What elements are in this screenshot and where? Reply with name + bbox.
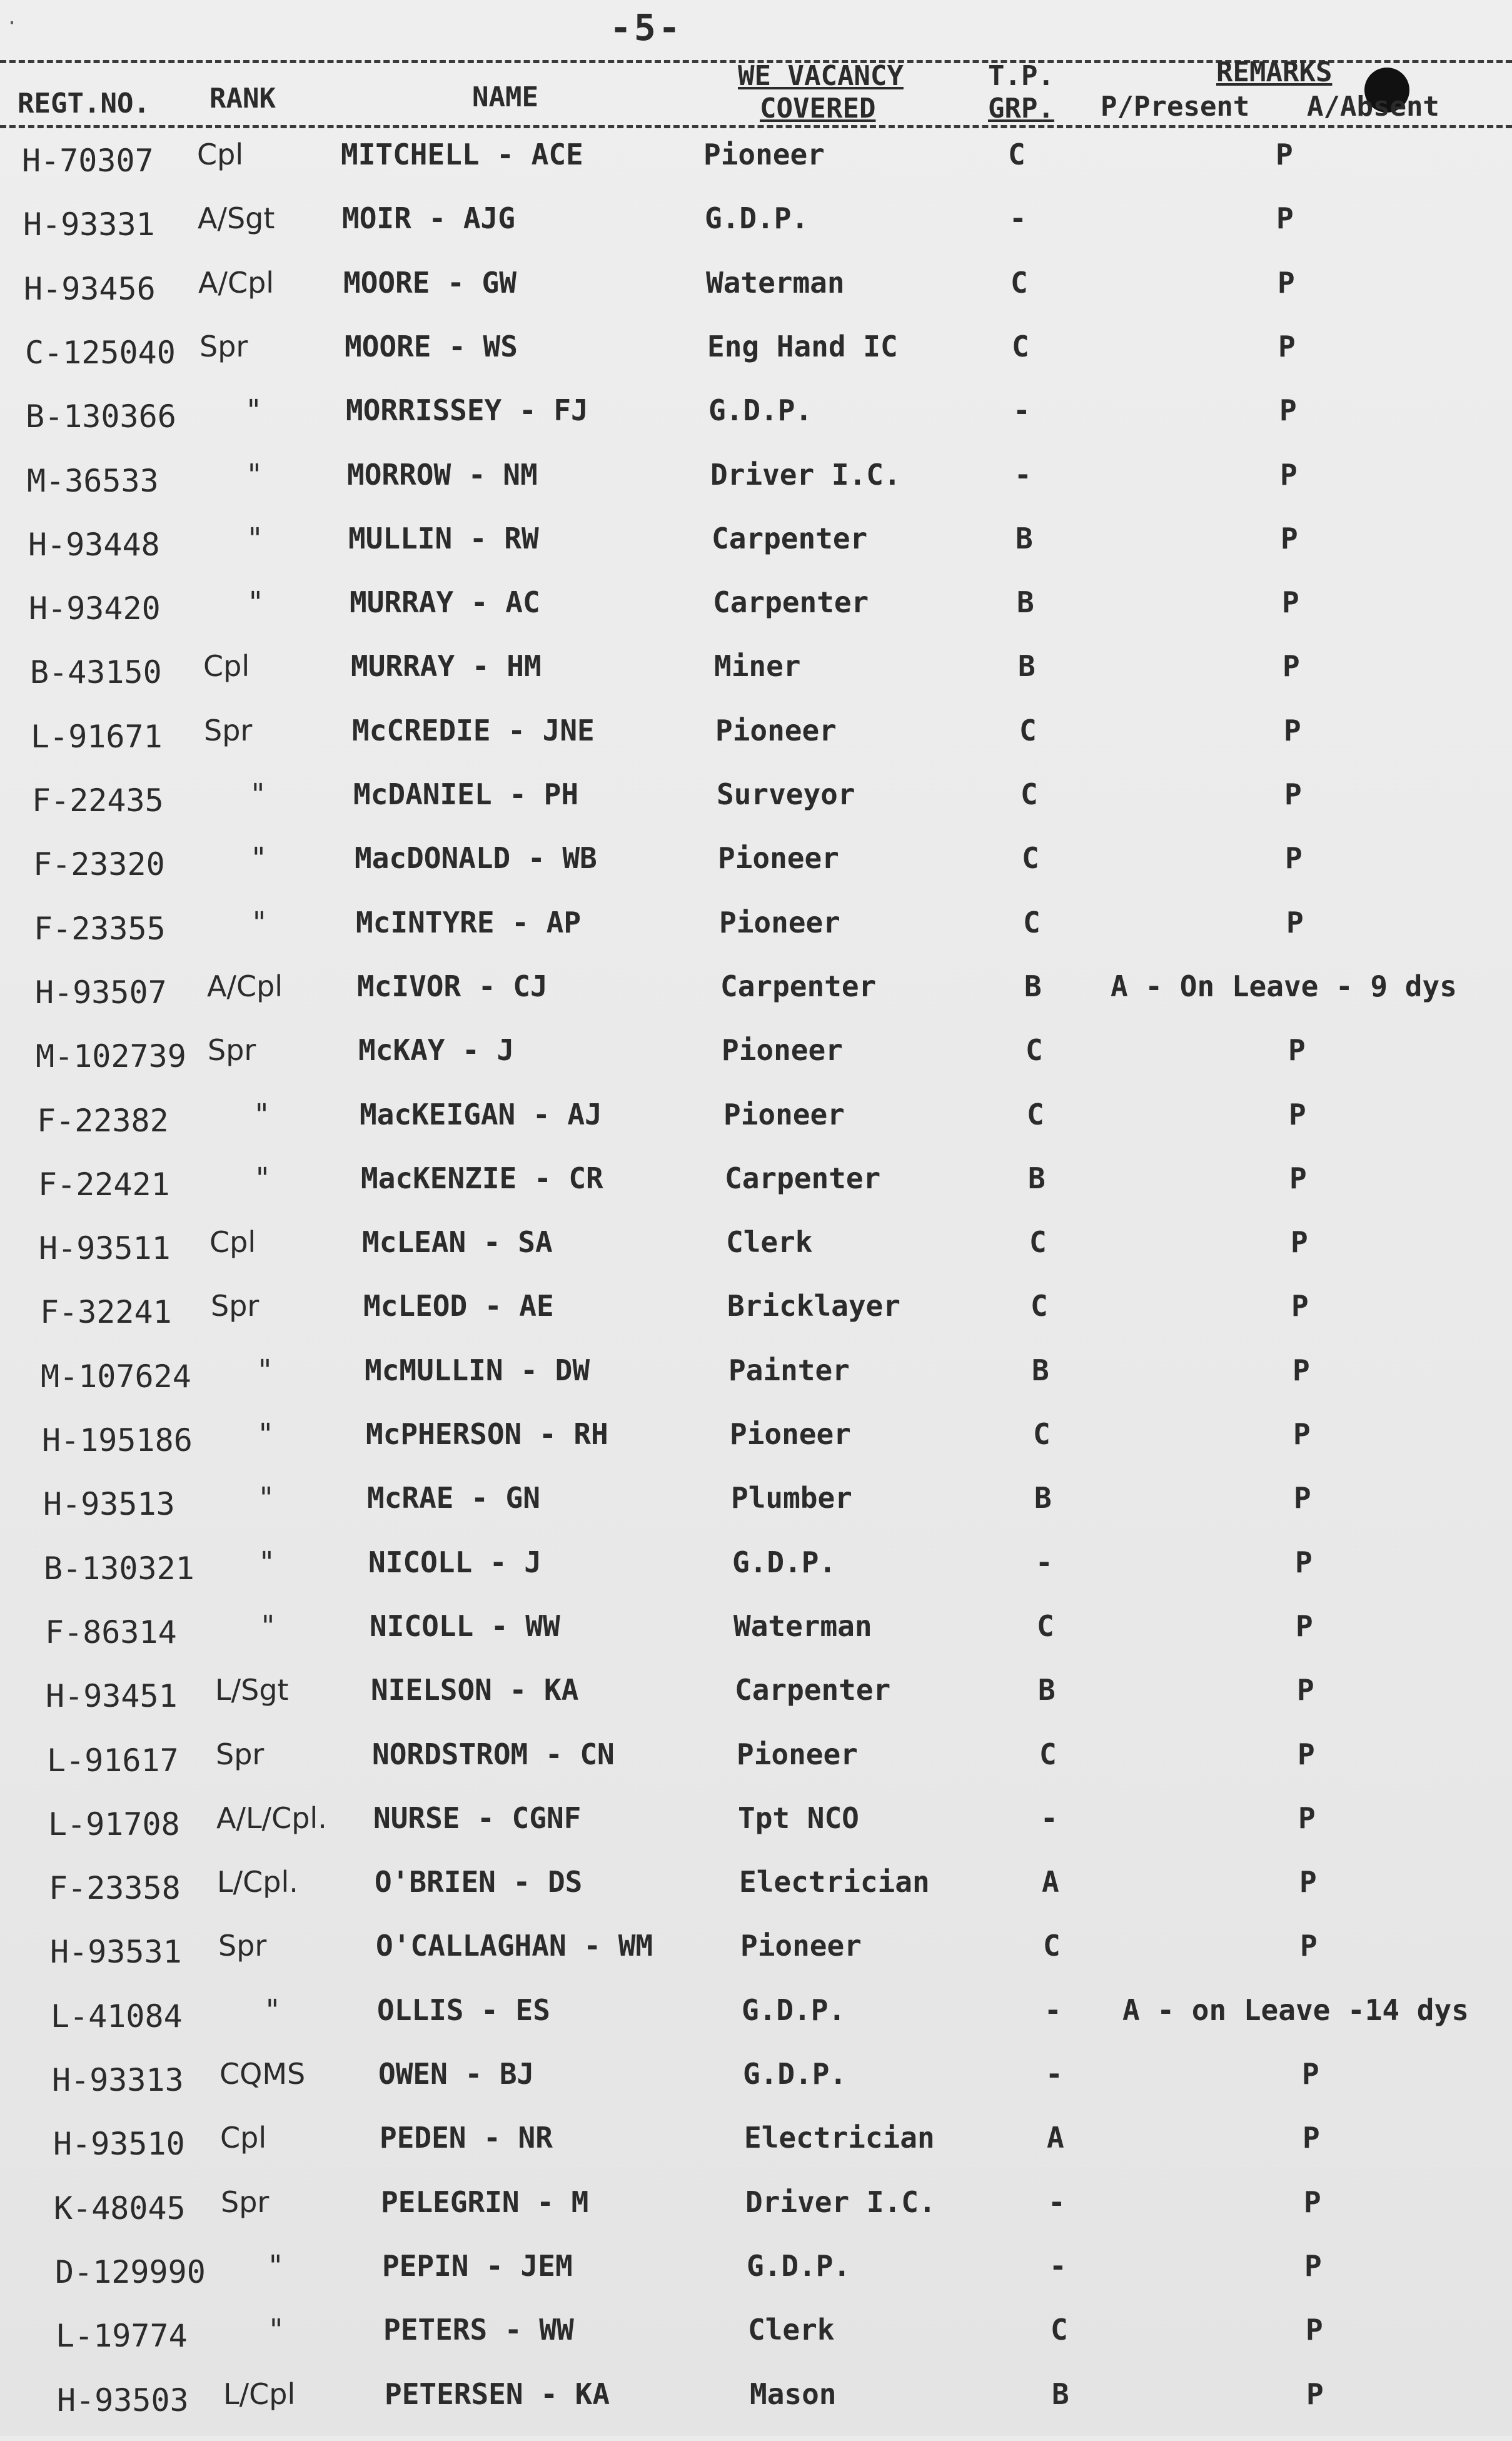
table-row <box>0 1098 1512 1161</box>
grp-cell: C <box>1008 138 1026 171</box>
header-tp-line2: GRP. <box>988 93 1054 124</box>
remark-cell: P <box>1278 329 1296 363</box>
table-row <box>0 841 1512 905</box>
regt-no-cell: H-93510 <box>53 2126 185 2163</box>
grp-cell: - <box>1013 393 1031 428</box>
name-cell: MULLIN - RW <box>348 521 539 555</box>
rank-cell: " <box>259 1417 273 1451</box>
header-rank: RANK <box>209 83 276 114</box>
name-cell: MURRAY - HM <box>351 649 542 684</box>
rank-cell: " <box>261 1609 275 1643</box>
vacancy-cell: Mason <box>750 2377 837 2411</box>
rank-cell: " <box>248 521 262 555</box>
rank-cell: L/Sgt <box>215 1673 289 1707</box>
regt-no-cell: H-93456 <box>24 270 156 307</box>
grp-cell: C <box>1026 1033 1043 1068</box>
grp-cell: C <box>1027 1097 1044 1131</box>
name-cell: PEPIN - JEM <box>382 2248 573 2283</box>
table-row <box>0 1801 1512 1865</box>
vacancy-cell: Carpenter <box>725 1161 881 1195</box>
table-row <box>0 522 1512 585</box>
table-row <box>0 714 1512 777</box>
remark-cell: P <box>1306 2377 1324 2411</box>
vacancy-cell: G.D.P. <box>708 393 813 428</box>
table-row <box>0 393 1512 457</box>
regt-no-cell: B-43150 <box>30 654 162 691</box>
remark-cell: P <box>1294 1481 1311 1515</box>
regt-no-cell: H-93507 <box>35 974 167 1011</box>
name-cell: O'CALLAGHAN - WM <box>376 1929 653 1963</box>
table-row <box>0 458 1512 522</box>
name-cell: PEDEN - NR <box>380 2121 553 2155</box>
remark-cell: P <box>1278 265 1295 300</box>
rank-cell: " <box>251 777 265 811</box>
name-cell: OWEN - BJ <box>378 2057 535 2091</box>
header-regt-no: REGT.NO. <box>18 88 150 119</box>
rank-cell: " <box>260 1545 274 1579</box>
remark-cell: P <box>1285 841 1303 876</box>
remark-cell: P <box>1296 1609 1313 1643</box>
name-cell: McRAE - GN <box>367 1481 540 1515</box>
rank-cell: Cpl <box>209 1225 256 1260</box>
grp-cell: C <box>1043 1929 1061 1963</box>
rank-cell: A/Sgt <box>198 201 275 236</box>
table-row <box>0 1417 1512 1481</box>
grp-cell: C <box>1033 1417 1051 1451</box>
remark-cell: P <box>1289 1097 1306 1131</box>
grp-cell: - <box>1044 1993 1062 2027</box>
vacancy-cell: G.D.P. <box>743 2057 847 2091</box>
regt-no-cell: M-36533 <box>27 462 159 499</box>
table-row <box>0 969 1512 1033</box>
table-row <box>0 585 1512 649</box>
remark-cell: P <box>1293 1417 1311 1451</box>
vacancy-cell: Miner <box>714 649 801 684</box>
table-row <box>0 266 1512 330</box>
vacancy-cell: Surveyor <box>717 777 855 811</box>
vacancy-cell: Carpenter <box>713 585 869 620</box>
regt-no-cell: H-93531 <box>50 1934 182 1971</box>
remark-cell: P <box>1286 905 1304 939</box>
remark-cell: P <box>1304 2248 1322 2283</box>
grp-cell: B <box>1052 2377 1069 2411</box>
name-cell: NIELSON - KA <box>371 1673 579 1707</box>
name-cell: MOORE - WS <box>345 329 518 363</box>
regt-no-cell: F-23358 <box>49 1870 181 1907</box>
vacancy-cell: Driver I.C. <box>710 457 901 492</box>
remark-cell: P <box>1291 1225 1308 1260</box>
vacancy-cell: Carpenter <box>735 1673 891 1707</box>
regt-no-cell: H-93511 <box>39 1230 171 1267</box>
table-row <box>0 201 1512 265</box>
header-vacancy-line1: WE VACANCY <box>738 60 904 92</box>
table-row <box>0 1737 1512 1801</box>
table-row <box>0 1225 1512 1289</box>
table-row <box>0 1353 1512 1417</box>
remark-cell: P <box>1284 713 1301 747</box>
remark-cell: P <box>1300 1929 1318 1963</box>
name-cell: McPHERSON - RH <box>366 1417 608 1451</box>
grp-cell: C <box>1022 841 1039 876</box>
name-cell: McMULLIN - DW <box>365 1353 590 1387</box>
vacancy-cell: Pioneer <box>718 841 839 876</box>
grp-cell: A <box>1042 1865 1059 1899</box>
rank-cell: " <box>255 1097 269 1131</box>
rank-cell: Cpl <box>220 2121 267 2155</box>
regt-no-cell: H-93503 <box>57 2382 189 2418</box>
name-cell: McLEOD - AE <box>363 1289 554 1323</box>
table-row <box>0 1865 1512 1929</box>
header-absent: A/Absent <box>1307 91 1439 123</box>
corner-mark: · <box>6 13 18 34</box>
name-cell: NICOLL - WW <box>370 1609 560 1643</box>
rank-cell: CQMS <box>219 2057 306 2091</box>
table-row <box>0 1161 1512 1225</box>
grp-cell: C <box>1019 713 1037 747</box>
vacancy-cell: Pioneer <box>737 1737 858 1771</box>
remark-cell: P <box>1297 1673 1314 1707</box>
table-row <box>0 1545 1512 1609</box>
remark-cell: A - on Leave -14 dys <box>1122 1993 1469 2027</box>
grp-cell: B <box>1016 521 1033 555</box>
regt-no-cell: L-91617 <box>47 1742 179 1779</box>
vacancy-cell: Pioneer <box>719 905 840 939</box>
remark-cell: P <box>1280 457 1298 492</box>
remark-cell: P <box>1291 1289 1309 1323</box>
grp-cell: C <box>1029 1225 1047 1260</box>
rank-cell: " <box>249 585 263 620</box>
grp-cell: C <box>1051 2313 1068 2347</box>
regt-no-cell: L-41084 <box>51 1998 183 2034</box>
regt-no-cell: F-23320 <box>33 846 165 883</box>
rank-cell: A/Cpl <box>207 969 283 1003</box>
name-cell: O'BRIEN - DS <box>375 1865 583 1899</box>
rank-cell: " <box>258 1353 272 1387</box>
remark-cell: P <box>1283 649 1300 684</box>
name-cell: McKAY - J <box>358 1033 515 1068</box>
vacancy-cell: Pioneer <box>722 1033 843 1068</box>
rank-cell: " <box>248 457 261 492</box>
name-cell: McLEAN - SA <box>362 1225 553 1260</box>
grp-cell: B <box>1017 585 1034 620</box>
name-cell: MORROW - NM <box>347 457 538 492</box>
regt-no-cell: L-91671 <box>31 718 163 755</box>
regt-no-cell: H-93451 <box>46 1678 178 1715</box>
header-present: P/Present <box>1101 91 1250 123</box>
remark-cell: P <box>1304 2185 1321 2219</box>
grp-cell: - <box>1049 2248 1067 2283</box>
rank-cell: Spr <box>218 1929 267 1963</box>
vacancy-cell: G.D.P. <box>747 2248 851 2283</box>
grp-cell: C <box>1037 1609 1054 1643</box>
table-row <box>0 1673 1512 1737</box>
remark-cell: P <box>1276 201 1294 236</box>
name-cell: NURSE - CGNF <box>373 1801 582 1835</box>
vacancy-cell: Electrician <box>744 2121 935 2155</box>
grp-cell: B <box>1028 1161 1046 1195</box>
page-number: -5- <box>610 6 683 49</box>
rank-cell: " <box>247 393 261 428</box>
grp-cell: C <box>1011 265 1028 300</box>
regt-no-cell: M-107624 <box>41 1358 191 1395</box>
grp-cell: - <box>1014 457 1032 492</box>
table-row <box>0 649 1512 713</box>
rank-cell: Spr <box>221 2185 270 2219</box>
grp-cell: - <box>1009 201 1027 236</box>
vacancy-cell: Eng Hand IC <box>707 329 898 363</box>
grp-cell: B <box>1032 1353 1049 1387</box>
table-row <box>0 2313 1512 2377</box>
vacancy-cell: Pioneer <box>703 138 825 171</box>
name-cell: McIVOR - CJ <box>357 969 548 1003</box>
table-row <box>0 2057 1512 2121</box>
vacancy-cell: Waterman <box>733 1609 872 1643</box>
table-row <box>0 1033 1512 1097</box>
remark-cell: P <box>1298 1801 1316 1835</box>
regt-no-cell: H-195186 <box>42 1422 193 1458</box>
regt-no-cell: B-130321 <box>44 1550 194 1587</box>
header-rule-bottom <box>0 125 1512 128</box>
grp-cell: - <box>1046 2057 1063 2091</box>
header-vacancy-line2: COVERED <box>760 93 876 124</box>
header-name: NAME <box>472 81 538 113</box>
vacancy-cell: Plumber <box>731 1481 852 1515</box>
table-row <box>0 2249 1512 2313</box>
table-row <box>0 2185 1512 2249</box>
table-row <box>0 330 1512 393</box>
table-row <box>0 1289 1512 1353</box>
remark-cell: P <box>1289 1161 1307 1195</box>
name-cell: PETERSEN - KA <box>385 2377 610 2411</box>
remark-cell: P <box>1293 1353 1310 1387</box>
table-row <box>0 1993 1512 2057</box>
name-cell: McDANIEL - PH <box>353 777 579 811</box>
name-cell: MORRISSEY - FJ <box>346 393 588 428</box>
remark-cell: P <box>1276 138 1293 171</box>
vacancy-cell: Bricklayer <box>727 1289 900 1323</box>
regt-no-cell: F-86314 <box>45 1614 177 1650</box>
remark-cell: P <box>1306 2313 1323 2347</box>
rank-cell: " <box>252 841 266 876</box>
table-row <box>0 138 1512 201</box>
vacancy-cell: Painter <box>728 1353 850 1387</box>
table-row <box>0 1481 1512 1545</box>
name-cell: MacKEIGAN - AJ <box>360 1097 602 1131</box>
grp-cell: C <box>1023 905 1041 939</box>
vacancy-cell: Waterman <box>706 265 845 300</box>
regt-no-cell: L-91708 <box>48 1806 180 1842</box>
rank-cell: L/Cpl <box>223 2377 296 2411</box>
vacancy-cell: G.D.P. <box>705 201 809 236</box>
grp-cell: C <box>1012 329 1029 363</box>
header-tp-line1: T.P. <box>988 60 1054 92</box>
rank-cell: Spr <box>216 1737 265 1771</box>
rank-cell: " <box>269 2248 283 2283</box>
grp-cell: C <box>1021 777 1038 811</box>
remark-cell: P <box>1288 1033 1306 1068</box>
remark-cell: P <box>1284 777 1302 811</box>
remark-cell: P <box>1295 1545 1313 1579</box>
vacancy-cell: Carpenter <box>720 969 877 1003</box>
remark-cell: A - On Leave - 9 dys <box>1111 969 1457 1003</box>
rank-cell: Spr <box>208 1033 256 1068</box>
name-cell: PELEGRIN - M <box>381 2185 589 2219</box>
rank-cell: A/L/Cpl. <box>216 1801 327 1835</box>
regt-no-cell: B-130366 <box>26 398 176 435</box>
regt-no-cell: D-129990 <box>55 2253 206 2290</box>
name-cell: NICOLL - J <box>368 1545 542 1579</box>
name-cell: MURRAY - AC <box>350 585 540 620</box>
regt-no-cell: H-93331 <box>23 206 155 243</box>
rank-cell: Cpl <box>203 649 250 684</box>
vacancy-cell: G.D.P. <box>742 1993 846 2027</box>
remark-cell: P <box>1299 1865 1317 1899</box>
regt-no-cell: C-125040 <box>25 334 176 371</box>
rank-cell: " <box>256 1161 270 1195</box>
grp-cell: B <box>1024 969 1042 1003</box>
table-row <box>0 777 1512 841</box>
vacancy-cell: Clerk <box>748 2313 835 2347</box>
regt-no-cell: H-93313 <box>52 2062 184 2098</box>
name-cell: MacKENZIE - CR <box>361 1161 603 1195</box>
grp-cell: B <box>1018 649 1036 684</box>
regt-no-cell: H-93513 <box>43 1486 175 1523</box>
grp-cell: - <box>1036 1545 1053 1579</box>
table-row <box>0 2121 1512 2185</box>
regt-no-cell: F-22421 <box>38 1166 170 1203</box>
regt-no-cell: F-23355 <box>34 910 166 947</box>
table-row <box>0 1609 1512 1673</box>
name-cell: MOIR - AJG <box>342 201 515 236</box>
name-cell: MITCHELL - ACE <box>341 138 583 171</box>
table-row <box>0 1929 1512 1993</box>
grp-cell: C <box>1039 1737 1057 1771</box>
regt-no-cell: H-93420 <box>29 590 161 627</box>
table-row <box>0 906 1512 969</box>
name-cell: MacDONALD - WB <box>355 841 597 876</box>
rank-cell: " <box>253 905 266 939</box>
name-cell: MOORE - GW <box>343 265 517 300</box>
vacancy-cell: Carpenter <box>712 521 868 555</box>
vacancy-cell: Pioneer <box>715 713 837 747</box>
rank-cell: L/Cpl. <box>217 1865 298 1899</box>
remark-cell: P <box>1303 2121 1320 2155</box>
rank-cell: " <box>260 1481 273 1515</box>
regt-no-cell: K-48045 <box>54 2190 186 2226</box>
remark-cell: P <box>1282 585 1299 620</box>
vacancy-cell: Tpt NCO <box>738 1801 859 1835</box>
grp-cell: B <box>1038 1673 1056 1707</box>
remark-cell: P <box>1281 521 1298 555</box>
grp-cell: - <box>1041 1801 1058 1835</box>
table-row <box>0 2377 1512 2441</box>
regt-no-cell: L-19774 <box>56 2318 188 2355</box>
rank-cell: " <box>266 1993 280 2027</box>
grp-cell: C <box>1031 1289 1048 1323</box>
regt-no-cell: F-32241 <box>40 1294 172 1331</box>
regt-no-cell: F-22382 <box>37 1102 169 1139</box>
rank-cell: Spr <box>199 329 248 363</box>
name-cell: OLLIS - ES <box>377 1993 550 2027</box>
rank-cell: " <box>270 2313 283 2347</box>
grp-cell: A <box>1047 2121 1064 2155</box>
remark-cell: P <box>1302 2057 1319 2091</box>
vacancy-cell: Clerk <box>726 1225 813 1260</box>
vacancy-cell: G.D.P. <box>732 1545 837 1579</box>
rank-cell: Cpl <box>197 138 244 171</box>
name-cell: McINTYRE - AP <box>356 905 582 939</box>
vacancy-cell: Driver I.C. <box>745 2185 936 2219</box>
regt-no-cell: M-102739 <box>36 1038 186 1075</box>
name-cell: PETERS - WW <box>383 2313 574 2347</box>
name-cell: NORDSTROM - CN <box>372 1737 615 1771</box>
grp-cell: B <box>1034 1481 1052 1515</box>
regt-no-cell: H-93448 <box>28 526 160 563</box>
vacancy-cell: Pioneer <box>730 1417 851 1451</box>
vacancy-cell: Electrician <box>739 1865 930 1899</box>
rank-cell: A/Cpl <box>198 265 275 300</box>
remark-cell: P <box>1298 1737 1315 1771</box>
remark-cell: P <box>1279 393 1297 428</box>
vacancy-cell: Pioneer <box>723 1097 845 1131</box>
grp-cell: - <box>1048 2185 1066 2219</box>
regt-no-cell: F-22435 <box>32 782 164 819</box>
vacancy-cell: Pioneer <box>740 1929 862 1963</box>
regt-no-cell: H-70307 <box>22 143 154 179</box>
rank-cell: Spr <box>211 1289 260 1323</box>
header-remarks: REMARKS <box>1216 56 1333 88</box>
name-cell: McCREDIE - JNE <box>352 713 595 747</box>
rank-cell: Spr <box>204 713 253 747</box>
